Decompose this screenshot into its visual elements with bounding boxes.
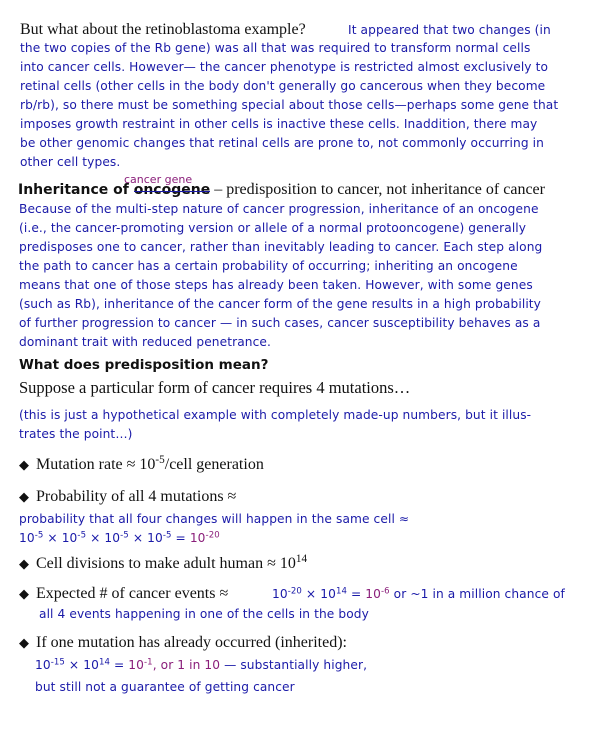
expected-events-calculation: $10^{-20} \times 10^{14} = 10^{-6}$ or ~1 in a million chance of [272, 586, 565, 601]
inheritance-note-line-4: the path to cancer has a certain probability of occurring; inheriting an oncogene [19, 259, 518, 273]
inheritance-note-line-3: predisposes one to cancer, rather than inevitably leading to cancer. Each step along [19, 240, 543, 254]
bullet-probability [19, 488, 236, 506]
inheritance-note-line-8: dominant trait with reduced penetrance. [19, 335, 271, 349]
inherited-calculation: $10^{-15} \times 10^{14} = 10^{-1}$, or 1 in 10 — substantially higher, [35, 657, 368, 672]
mutation-rate-text: Mutation rate ≈ $10^{-5}$/cell generation [36, 453, 264, 473]
probability-note: probability that all four changes will happen in the same cell ≈ [19, 512, 410, 526]
predisposition-intro: Suppose a particular form of cancer requires 4 mutations… [19, 378, 411, 397]
bullet-cell-divisions [19, 552, 308, 573]
inherited-note-line-2: but still not a guarantee of getting cancer [35, 680, 295, 694]
bullet-mutation-rate [19, 453, 264, 474]
inheritance-heading-suffix: – predisposition to cancer, not inheritance of cancer [210, 181, 545, 198]
probability-calculation: $10^{-5} \times 10^{-5} \times 10^{-5} \times 10^{-5} = 10^{-20}$ [19, 530, 220, 545]
retinoblastoma-note-line-5: rb/rb), so there must be something special about those cells—perhaps some gene that [20, 98, 559, 112]
retinoblastoma-note-line-8: other cell types. [20, 155, 121, 169]
inherited-text: If one mutation has already occurred (inherited): [36, 634, 347, 651]
correction-annotation: cancer gene [124, 173, 193, 186]
bullet-inherited [19, 634, 347, 652]
inheritance-note-line-2: (i.e., the cancer-promoting version or allele of a normal protooncogene) generally [19, 221, 527, 235]
predisposition-heading: What does predisposition mean? [19, 357, 269, 373]
expected-events-result: $10^{-6}$ [365, 586, 390, 601]
inheritance-heading-prefix: Inheritance of [18, 182, 134, 198]
diamond-bullet-icon: ◆ [19, 458, 29, 473]
inheritance-note-line-1: Because of the multi-step nature of cancer progression, inheritance of an oncogene [19, 202, 539, 216]
diamond-bullet-icon: ◆ [19, 636, 29, 651]
inherited-result: $10^{-1}$, or 1 in 10 [128, 657, 221, 672]
inheritance-note-line-5: means that one of those steps has already been taken. However, with some genes [19, 278, 533, 292]
probability-result: $10^{-20}$ [189, 530, 220, 545]
diamond-bullet-icon: ◆ [19, 587, 29, 602]
hypothetical-note-line-2: trates the point…) [19, 427, 133, 441]
inheritance-heading [18, 181, 545, 199]
retinoblastoma-note-line-3: into cancer cells. However— the cancer phenotype is restricted almost exclusively to [20, 60, 549, 74]
bullet-expected-events [19, 585, 228, 603]
expected-events-text: Expected # of cancer events ≈ [36, 585, 229, 602]
retinoblastoma-note-line-4: retinal cells (other cells in the body don't generally go cancerous when they become [20, 79, 546, 93]
inheritance-note-line-6: (such as Rb), inheritance of the cancer form of the gene results in a high probability [19, 297, 541, 311]
probability-text: Probability of all 4 mutations ≈ [36, 488, 237, 505]
inheritance-note-line-7: of further progression to cancer — in such cases, cancer susceptibility behaves as a [19, 316, 541, 330]
retinoblastoma-note-line-6: imposes growth restraint in other cells is inactive these cells. Inaddition, there may [20, 117, 538, 131]
cell-divisions-text: Cell divisions to make adult human ≈ $10^{14}$ [36, 552, 308, 572]
retinoblastoma-note-line-7: be other genomic changes that retinal cells are prone to, not commonly occurring in [20, 136, 544, 150]
retinoblastoma-heading: But what about the retinoblastoma example? [20, 21, 306, 38]
hypothetical-note-line-1: (this is just a hypothetical example with completely made-up numbers, but it illus- [19, 408, 532, 422]
struck-word: oncogene [133, 182, 211, 198]
diamond-bullet-icon: ◆ [19, 490, 29, 505]
diamond-bullet-icon: ◆ [19, 557, 29, 572]
retinoblastoma-note-line-2: the two copies of the Rb gene) was all that was required to transform normal cells [20, 41, 531, 55]
retinoblastoma-note-line-1: It appeared that two changes (in [348, 23, 551, 37]
expected-events-note-line-2: all 4 events happening in one of the cells in the body [39, 607, 369, 621]
